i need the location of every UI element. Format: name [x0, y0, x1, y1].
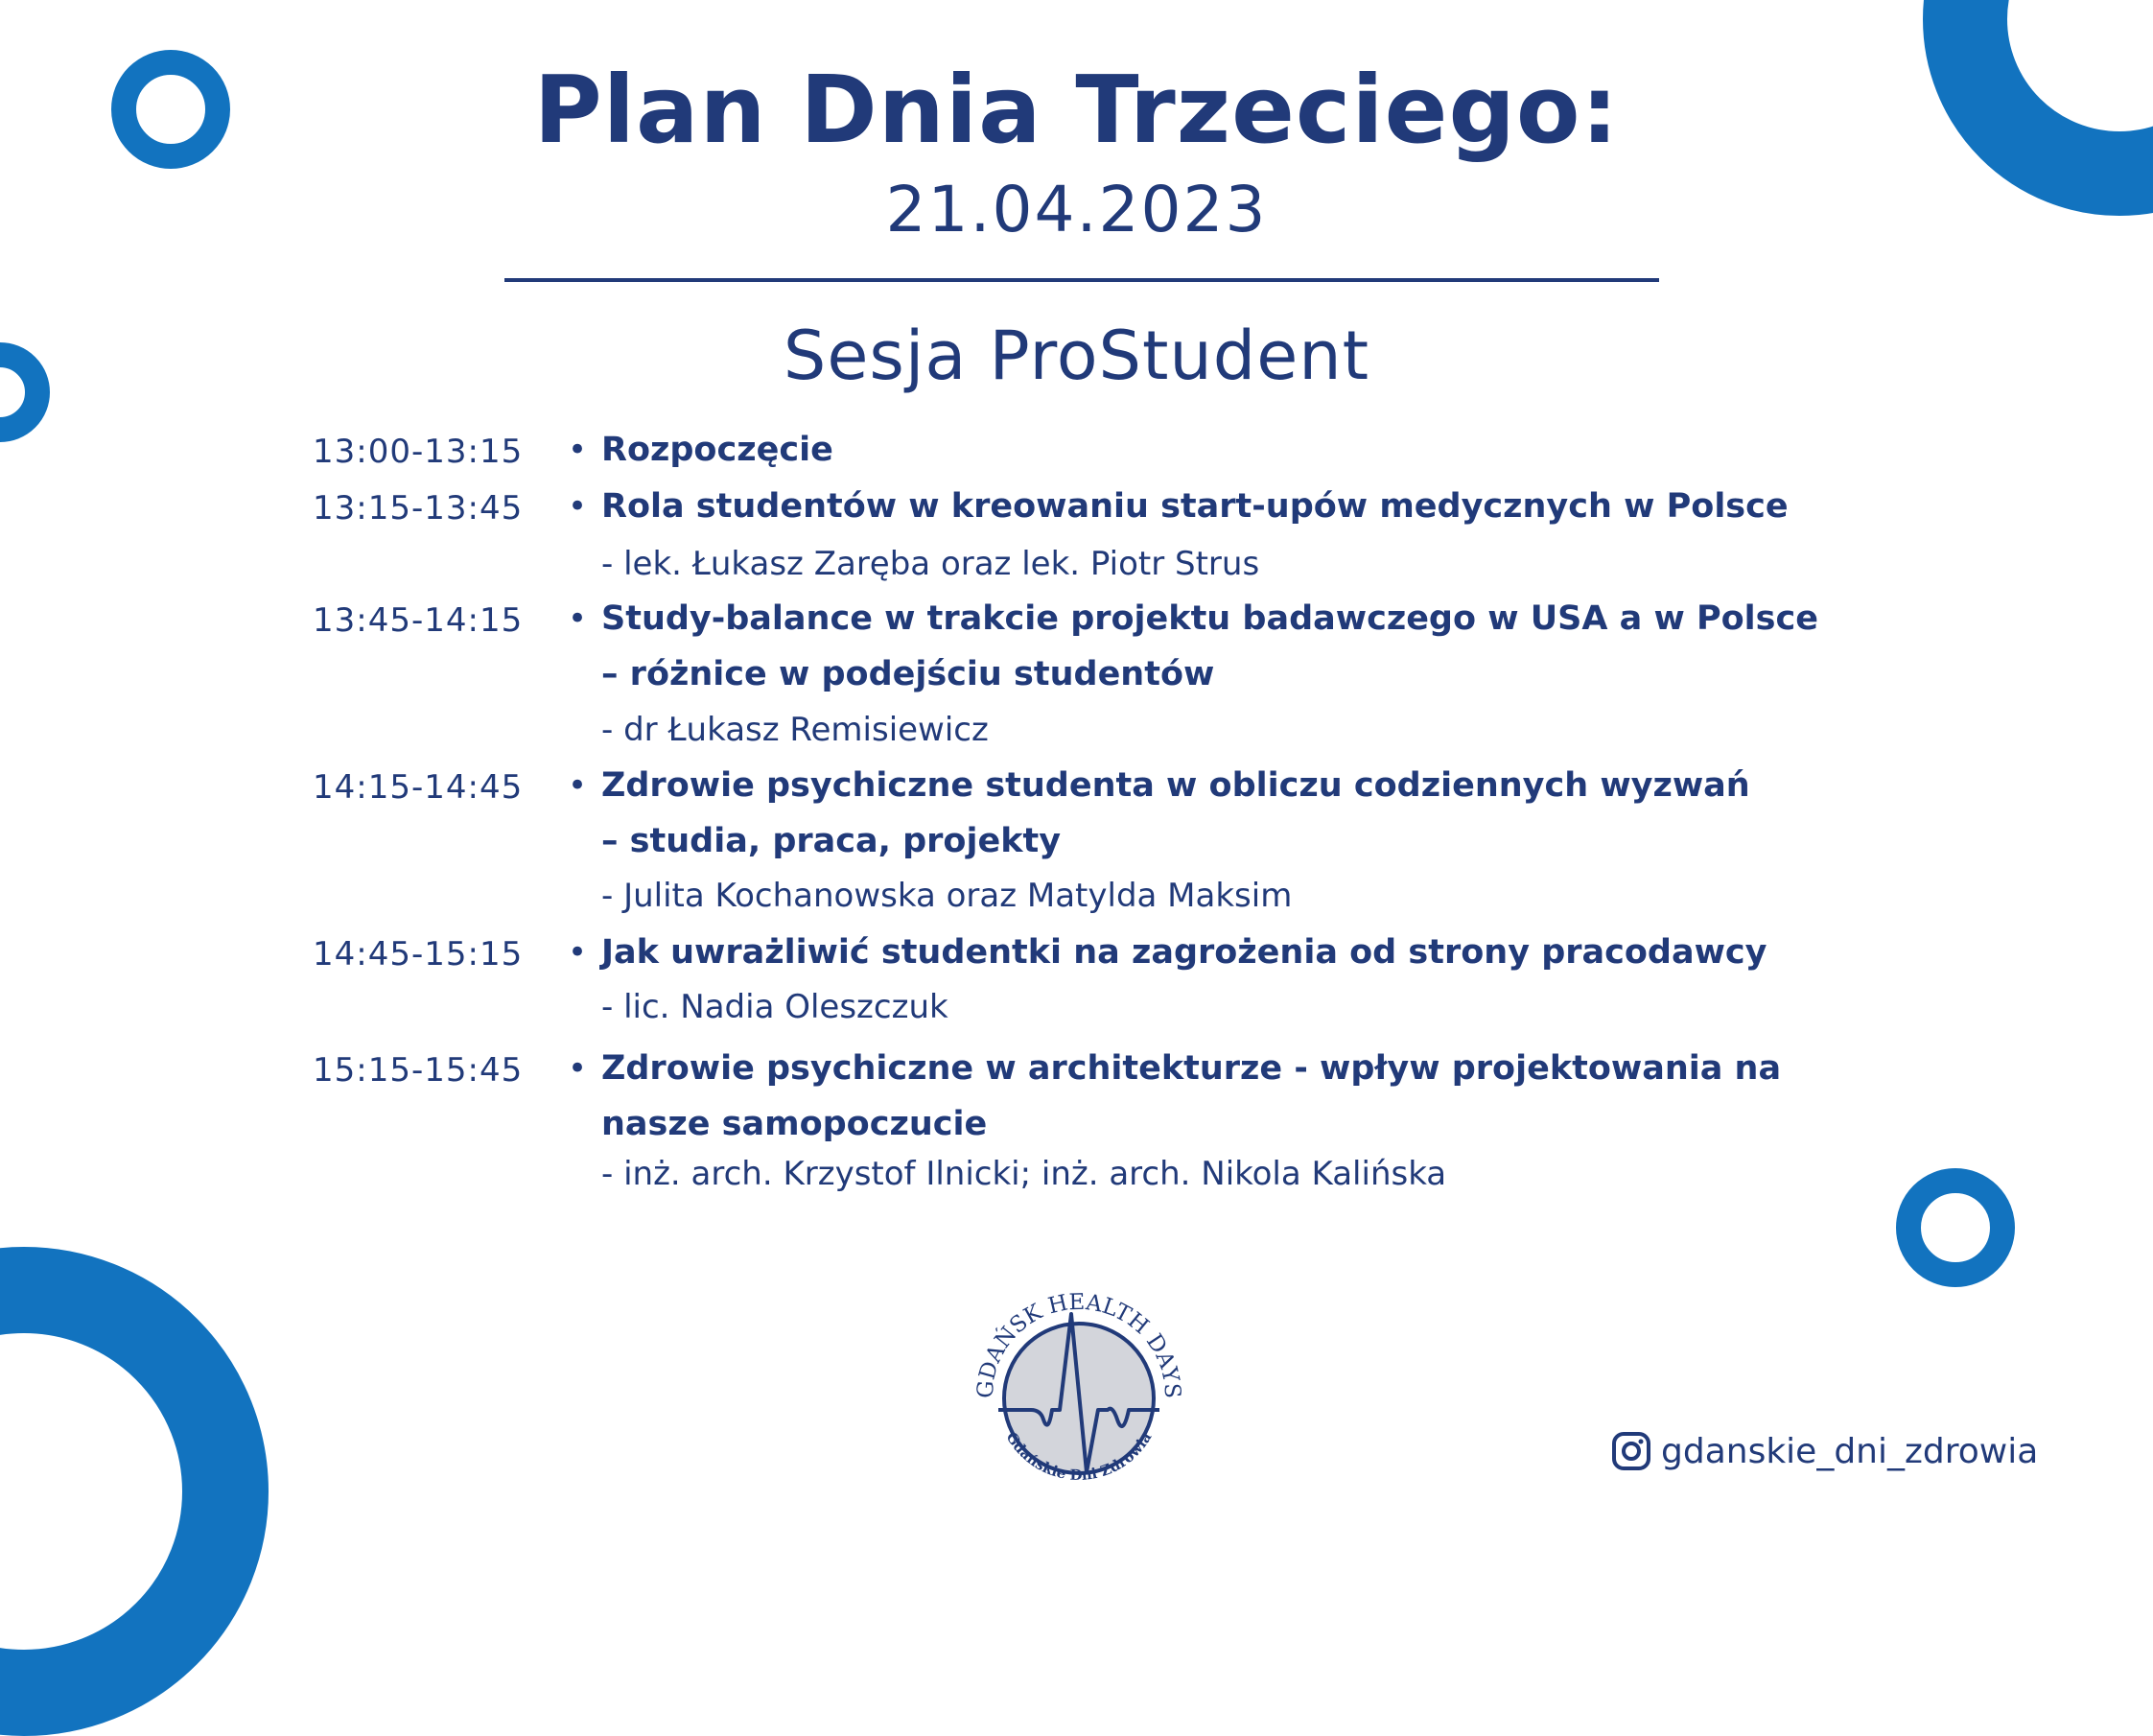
heartbeat-logo-icon: [964, 1276, 1194, 1506]
bullet-icon: •: [568, 599, 588, 638]
schedule-speaker: - lic. Nadia Oleszczuk: [601, 988, 948, 1026]
schedule-time: 14:45-15:15: [313, 935, 524, 974]
logo-outer-text: GDAŃSK HEALTH DAYS: [972, 1289, 1185, 1399]
instagram-handle[interactable]: gdanskie_dni_zdrowia: [1661, 1431, 2039, 1471]
bullet-icon: •: [568, 431, 588, 469]
page-title: Plan Dnia Trzeciego:: [533, 56, 1620, 164]
schedule-title: Rola studentów w kreowaniu start-upów medycznych w Polsce: [601, 487, 1789, 526]
schedule-title-line: nasze samopoczucie: [601, 1105, 988, 1143]
schedule-title-line: Zdrowie psychiczne w architekturze - wpływ projektowania na: [601, 1049, 1782, 1088]
schedule-speaker: - inż. arch. Krzystof Ilnicki; inż. arch. Nikola Kalińska: [601, 1155, 1447, 1193]
schedule-title-line: – różnice w podejściu studentów: [601, 655, 1215, 693]
logo-inner-text: Gdańskie Dni Zdrowia: [1002, 1428, 1156, 1485]
header-divider: [504, 278, 1659, 282]
schedule-title-line: Zdrowie psychiczne studenta w obliczu codziennych wyzwań: [601, 766, 1750, 805]
schedule-title: [601, 1041, 1848, 1152]
decor-ring-bottom-left: [0, 1247, 269, 1736]
instagram-icon: [1611, 1431, 1651, 1471]
schedule-speaker: - dr Łukasz Remisiewicz: [601, 711, 989, 749]
schedule-title-line: Study-balance w trakcie projektu badawczego w USA a w Polsce: [601, 599, 1818, 638]
schedule-time: 14:15-14:45: [313, 768, 524, 807]
event-date: 21.04.2023: [885, 173, 1268, 246]
schedule-time: 13:45-14:15: [313, 601, 524, 640]
bullet-icon: •: [568, 766, 588, 805]
schedule-speaker: - Julita Kochanowska oraz Matylda Maksim: [601, 877, 1293, 915]
schedule-title: Jak uwrażliwić studentki na zagrożenia od strony pracodawcy: [601, 933, 1767, 972]
schedule-title: Rozpoczęcie: [601, 431, 833, 469]
session-title: Sesja ProStudent: [783, 317, 1370, 395]
instagram-link[interactable]: [1611, 1431, 2038, 1471]
schedule-time: 15:15-15:45: [313, 1051, 524, 1090]
bullet-icon: •: [568, 1049, 588, 1088]
bullet-icon: •: [568, 487, 588, 526]
schedule-speaker: - lek. Łukasz Zaręba oraz lek. Piotr Strus: [601, 545, 1260, 583]
schedule-title: [601, 591, 1848, 702]
schedule-time: 13:00-13:15: [313, 433, 524, 471]
schedule-title-line: – studia, praca, projekty: [601, 822, 1062, 860]
schedule-time: 13:15-13:45: [313, 489, 524, 528]
bullet-icon: •: [568, 933, 588, 972]
decor-ring-bottom-right: [1896, 1168, 2015, 1287]
schedule-title: [601, 758, 1848, 869]
event-logo: [964, 1276, 1194, 1506]
